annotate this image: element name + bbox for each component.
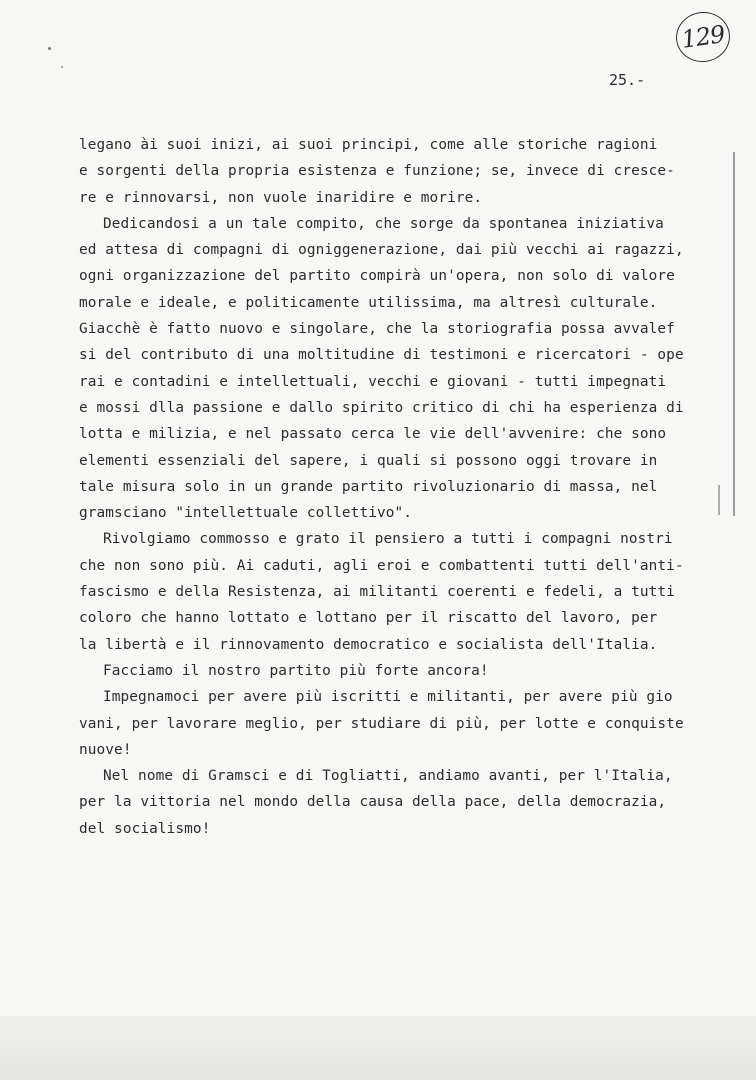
archive-stamp-number: 129	[679, 20, 727, 54]
paragraph	[79, 526, 739, 657]
text-line: Nel nome di Gramsci e di Togliatti, andiamo avanti, per l'Italia,	[103, 768, 673, 785]
text-line: elementi essenziali del sapere, i quali si possono oggi trovare in	[79, 452, 658, 469]
text-line: gramsciano "intellettuale collettivo".	[79, 505, 413, 522]
text-line: e mossi dlla passione e dallo spirito critico di chi ha esperienza di	[79, 399, 684, 416]
archive-stamp	[673, 8, 733, 65]
paragraph	[79, 658, 739, 684]
text-line: Giacchè è fatto nuovo e singolare, che la storiografia possa avvalef	[79, 321, 675, 338]
text-line: Facciamo il nostro partito più forte ancora!	[103, 662, 489, 679]
text-line: si del contributo di una moltitudine di testimoni e ricercatori - ope	[79, 347, 684, 364]
text-line: coloro che hanno lottato e lottano per il riscatto del lavoro, per	[79, 610, 658, 627]
text-line: ed attesa di compagni di ogniggenerazione, dai più vecchi ai ragazzi,	[79, 242, 684, 259]
ink-speck	[61, 66, 63, 68]
text-line: del socialismo!	[79, 820, 211, 837]
paragraph	[79, 763, 739, 842]
text-line: fascismo e della Resistenza, ai militanti coerenti e fedeli, a tutti	[79, 584, 675, 601]
paragraph	[79, 211, 739, 527]
text-line: che non sono più. Ai caduti, agli eroi e combattenti tutti dell'anti-	[79, 557, 684, 574]
ink-speck	[48, 47, 51, 50]
text-line: ogni organizzazione del partito compirà un'opera, non solo di valore	[79, 268, 675, 285]
text-line: re e rinnovarsi, non vuole inaridire e morire.	[79, 189, 483, 206]
text-line: legano ài suoi inizi, ai suoi principi, come alle storiche ragioni	[79, 137, 658, 153]
text-line: tale misura solo in un grande partito rivoluzionario di massa, nel	[79, 478, 658, 495]
document-body	[79, 132, 739, 842]
text-line: Rivolgiamo commosso e grato il pensiero a tutti i compagni nostri	[103, 531, 673, 548]
page-number: 25.-	[609, 71, 646, 89]
text-line: nuove!	[79, 741, 132, 758]
text-line: Impegnamoci per avere più iscritti e militanti, per avere più gio	[103, 689, 673, 706]
text-line: rai e contadini e intellettuali, vecchi e giovani - tutti impegnati	[79, 373, 667, 390]
paragraph	[79, 684, 739, 763]
text-line: Dedicandosi a un tale compito, che sorge da spontanea iniziativa	[103, 215, 664, 232]
text-line: lotta e milizia, e nel passato cerca le vie dell'avvenire: che sono	[79, 426, 667, 443]
text-line: la libertà e il rinnovamento democratico e socialista dell'Italia.	[79, 636, 658, 653]
text-line: morale e ideale, e politicamente utilissima, ma altresì culturale.	[79, 294, 658, 311]
paragraph	[79, 132, 739, 211]
text-line: vani, per lavorare meglio, per studiare di più, per lotte e conquiste	[79, 715, 684, 732]
text-line: e sorgenti della propria esistenza e funzione; se, invece di cresce-	[79, 163, 675, 180]
text-line: per la vittoria nel mondo della causa della pace, della democrazia,	[79, 794, 667, 811]
